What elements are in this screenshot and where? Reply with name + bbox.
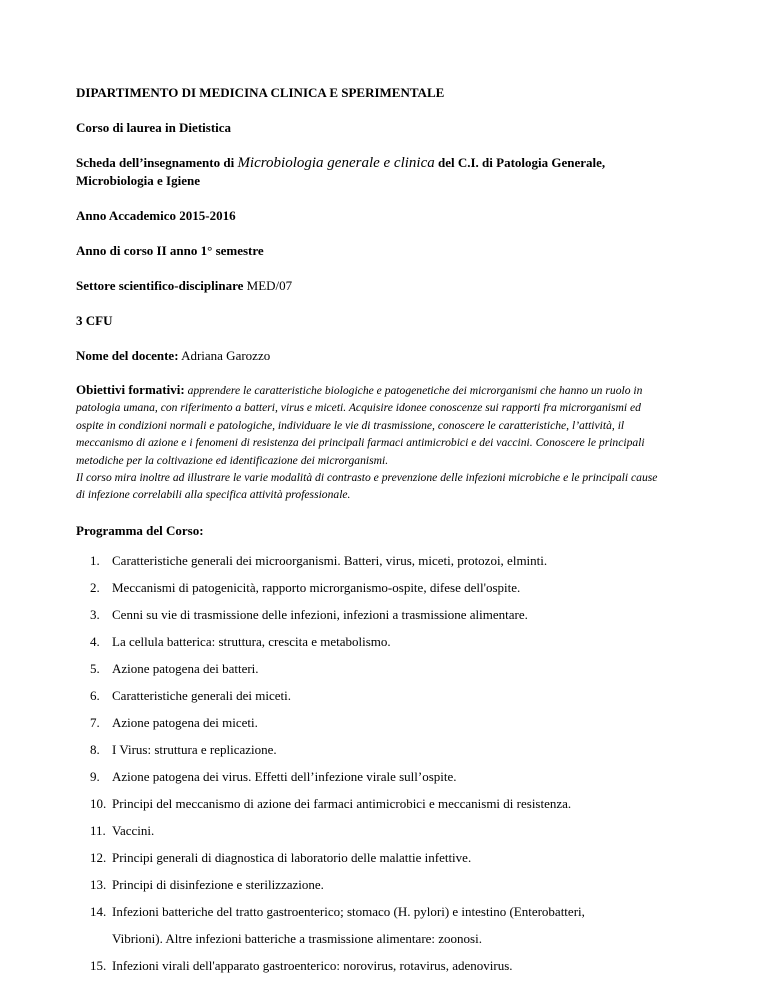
item-text: Azione patogena dei virus. Effetti dell’infezione virale sull’ospite. bbox=[112, 768, 457, 784]
item-text: I Virus: struttura e replicazione. bbox=[112, 741, 277, 757]
objectives-line-5: metodiche per la coltivazione ed identificazione dei microrganismi. bbox=[76, 453, 389, 467]
course-of-study: Corso di laurea in Dietistica bbox=[76, 120, 232, 135]
item-number: 10. bbox=[90, 795, 107, 811]
item-number: 14. bbox=[90, 903, 107, 919]
item-number: 3. bbox=[90, 606, 100, 622]
academic-year: Anno Accademico 2015-2016 bbox=[76, 208, 236, 223]
item-number: 6. bbox=[90, 687, 100, 703]
item-number: 9. bbox=[90, 768, 100, 784]
item-number: 8. bbox=[90, 741, 100, 757]
item-number: 15. bbox=[90, 957, 107, 973]
item-text: Principi del meccanismo di azione dei farmaci antimicrobici e meccanismi di resistenza. bbox=[112, 795, 572, 811]
department-title: DIPARTIMENTO DI MEDICINA CLINICA E SPERIMENTALE bbox=[76, 85, 445, 100]
list-item bbox=[90, 952, 712, 979]
course-sheet-title bbox=[76, 154, 706, 189]
list-item bbox=[90, 736, 712, 763]
course-year: Anno di corso II anno 1° semestre bbox=[76, 243, 264, 258]
teacher bbox=[76, 347, 706, 364]
list-item bbox=[90, 817, 712, 844]
sector-value: MED/07 bbox=[243, 278, 293, 293]
sector-label: Settore scientifico-disciplinare bbox=[76, 278, 244, 293]
list-item bbox=[90, 871, 712, 898]
item-number: 4. bbox=[90, 633, 100, 649]
item-text: Principi di disinfezione e sterilizzazione. bbox=[112, 876, 324, 892]
sheet-prefix: Scheda dell’insegnamento di bbox=[76, 155, 238, 170]
item-text-continued: Vibrioni). Altre infezioni batteriche a trasmissione alimentare: zoonosi. bbox=[112, 930, 482, 946]
subject-name: Microbiologia generale e clinica bbox=[237, 155, 435, 171]
list-item bbox=[90, 682, 712, 709]
item-number: 7. bbox=[90, 714, 100, 730]
cfu: 3 CFU bbox=[76, 313, 113, 328]
list-item bbox=[90, 628, 712, 655]
item-text: Infezioni batteriche del tratto gastroenterico; stomaco (H. pylori) e intestino (Enterobatteri, bbox=[112, 903, 585, 919]
objectives-label: Obiettivi formativi: bbox=[76, 382, 185, 397]
objectives-line-2: patologia umana, con riferimento a batteri, virus e miceti. Acquisire idonee conoscenze sui rapporti fra microrganismi ed bbox=[76, 401, 641, 415]
item-text: Principi generali di diagnostica di laboratorio delle malattie infettive. bbox=[112, 849, 472, 865]
list-item bbox=[90, 574, 712, 601]
list-item bbox=[90, 790, 712, 817]
list-item bbox=[90, 844, 712, 871]
item-text: Vaccini. bbox=[112, 822, 155, 838]
objectives-line-6: Il corso mira inoltre ad illustrare le varie modalità di contrasto e prevenzione delle infezioni microbiche e le principali cause bbox=[76, 471, 658, 485]
teacher-name: Adriana Garozzo bbox=[178, 348, 271, 363]
objectives-line-4: meccanismo di azione e i fenomeni di resistenza dei principali farmaci antimicrobici e dei vaccini. Conoscere le principali bbox=[76, 436, 645, 450]
list-item bbox=[90, 898, 712, 952]
objectives bbox=[76, 382, 706, 504]
item-text: Infezioni virali dell'apparato gastroenterico: norovirus, rotavirus, adenovirus. bbox=[112, 957, 513, 973]
item-number: 1. bbox=[90, 552, 100, 568]
item-text: Caratteristiche generali dei miceti. bbox=[112, 687, 292, 703]
item-text: Meccanismi di patogenicità, rapporto microrganismo-ospite, difese dell'ospite. bbox=[112, 579, 521, 595]
item-number: 2. bbox=[90, 579, 100, 595]
item-number: 13. bbox=[90, 876, 107, 892]
list-item bbox=[90, 763, 712, 790]
sector bbox=[76, 277, 706, 294]
objectives-line-3: ospite in condizioni normali e patologiche, individuare le vie di trasmissione, conoscere le caratteristiche, l’attività, il bbox=[76, 418, 625, 432]
item-number: 5. bbox=[90, 660, 100, 676]
objectives-line-1: apprendere le caratteristiche biologiche e patogenetiche dei microrganismi che hanno un ruolo in bbox=[184, 384, 643, 397]
item-text: Caratteristiche generali dei microorganismi. Batteri, virus, miceti, protozoi, elminti. bbox=[112, 552, 548, 568]
teacher-label: Nome del docente: bbox=[76, 348, 179, 363]
sheet-suffix-2: Microbiologia e Igiene bbox=[76, 173, 200, 188]
list-item bbox=[90, 709, 712, 736]
document-page bbox=[76, 84, 706, 979]
list-item bbox=[90, 601, 712, 628]
sheet-suffix: del C.I. di Patologia Generale, bbox=[434, 155, 606, 170]
list-item bbox=[90, 547, 712, 574]
item-number: 12. bbox=[90, 849, 107, 865]
item-text: Azione patogena dei batteri. bbox=[112, 660, 259, 676]
item-text: Azione patogena dei miceti. bbox=[112, 714, 258, 730]
program-list bbox=[90, 547, 712, 979]
item-number: 11. bbox=[90, 822, 106, 838]
item-text: La cellula batterica: struttura, crescita e metabolismo. bbox=[112, 633, 391, 649]
objectives-line-7: di infezione correlabili alla specifica attività professionale. bbox=[76, 488, 351, 502]
list-item bbox=[90, 655, 712, 682]
item-text: Cenni su vie di trasmissione delle infezioni, infezioni a trasmissione alimentare. bbox=[112, 606, 528, 622]
program-title: Programma del Corso: bbox=[76, 522, 204, 538]
